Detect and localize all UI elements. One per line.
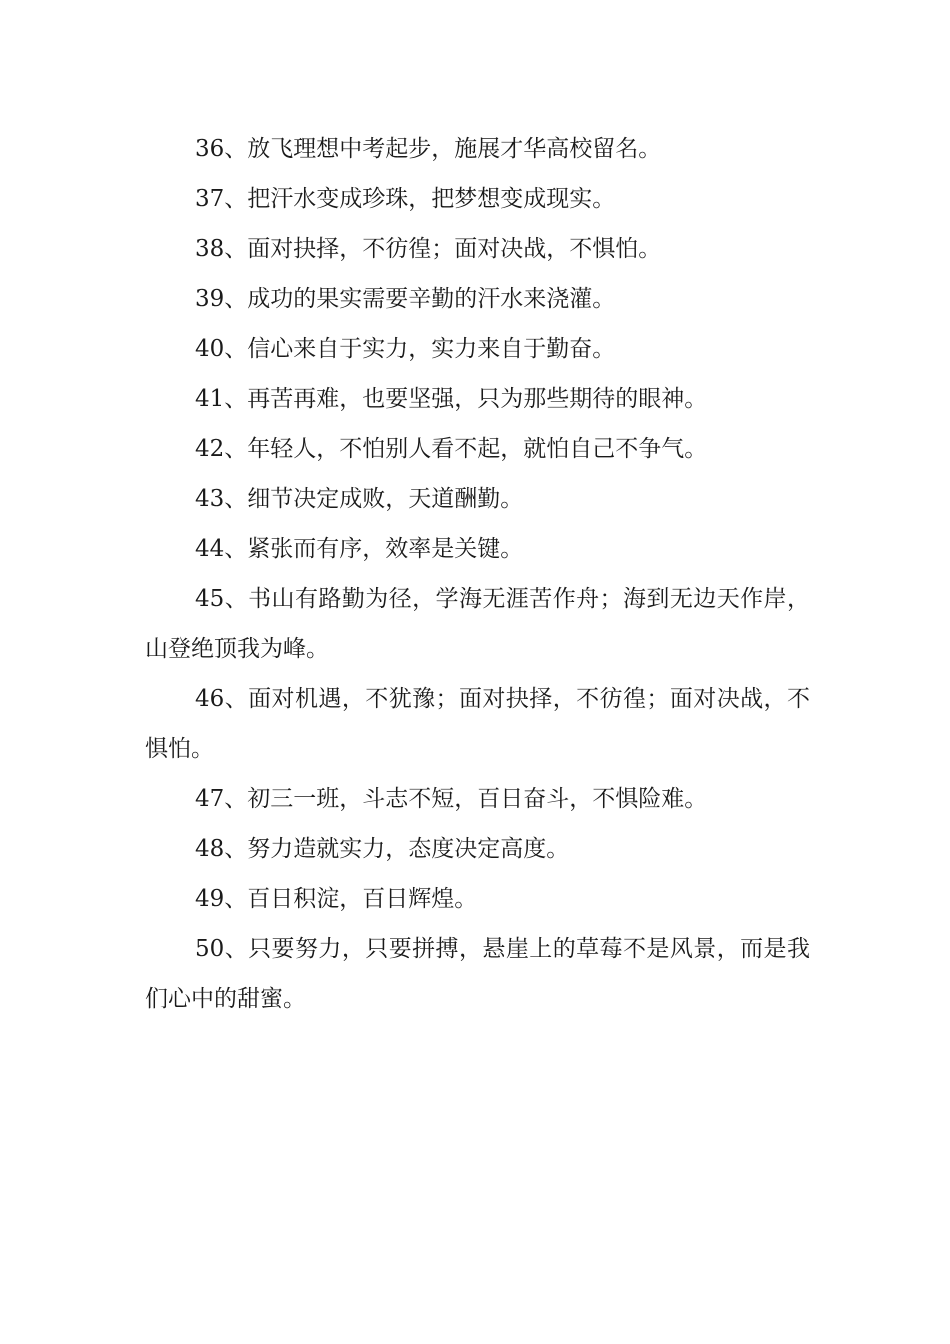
paragraph-42: 42、年轻人，不怕别人看不起，就怕自己不争气。 bbox=[195, 436, 708, 462]
paragraph-44: 44、紧张而有序，效率是关键。 bbox=[195, 536, 524, 562]
paragraph-40: 40、信心来自于实力，实力来自于勤奋。 bbox=[195, 336, 616, 362]
paragraph-50: 50、只要努力，只要拼搏，悬崖上的草莓不是风景，而是我们心中的甜蜜。 bbox=[145, 936, 810, 1012]
paragraph-47: 47、初三一班，斗志不短，百日奋斗，不惧险难。 bbox=[195, 786, 708, 812]
document-body bbox=[145, 124, 810, 1024]
paragraph-49: 49、百日积淀，百日辉煌。 bbox=[195, 886, 478, 912]
paragraph-46: 46、面对机遇，不犹豫；面对抉择，不彷徨；面对决战，不惧怕。 bbox=[145, 686, 810, 762]
paragraph-48: 48、努力造就实力，态度决定高度。 bbox=[195, 836, 570, 862]
paragraph-45: 45、书山有路勤为径，学海无涯苦作舟；海到无边天作岸，山登绝顶我为峰。 bbox=[145, 586, 810, 662]
paragraph-41: 41、再苦再难，也要坚强，只为那些期待的眼神。 bbox=[195, 386, 708, 412]
paragraph-43: 43、细节决定成败，天道酬勤。 bbox=[195, 486, 524, 512]
paragraph-39: 39、成功的果实需要辛勤的汗水来浇灌。 bbox=[195, 286, 616, 312]
paragraph-37: 37、把汗水变成珍珠，把梦想变成现实。 bbox=[195, 186, 616, 212]
paragraph-36: 36、放飞理想中考起步，施展才华高校留名。 bbox=[195, 136, 662, 162]
paragraph-38: 38、面对抉择，不彷徨；面对决战，不惧怕。 bbox=[195, 236, 662, 262]
